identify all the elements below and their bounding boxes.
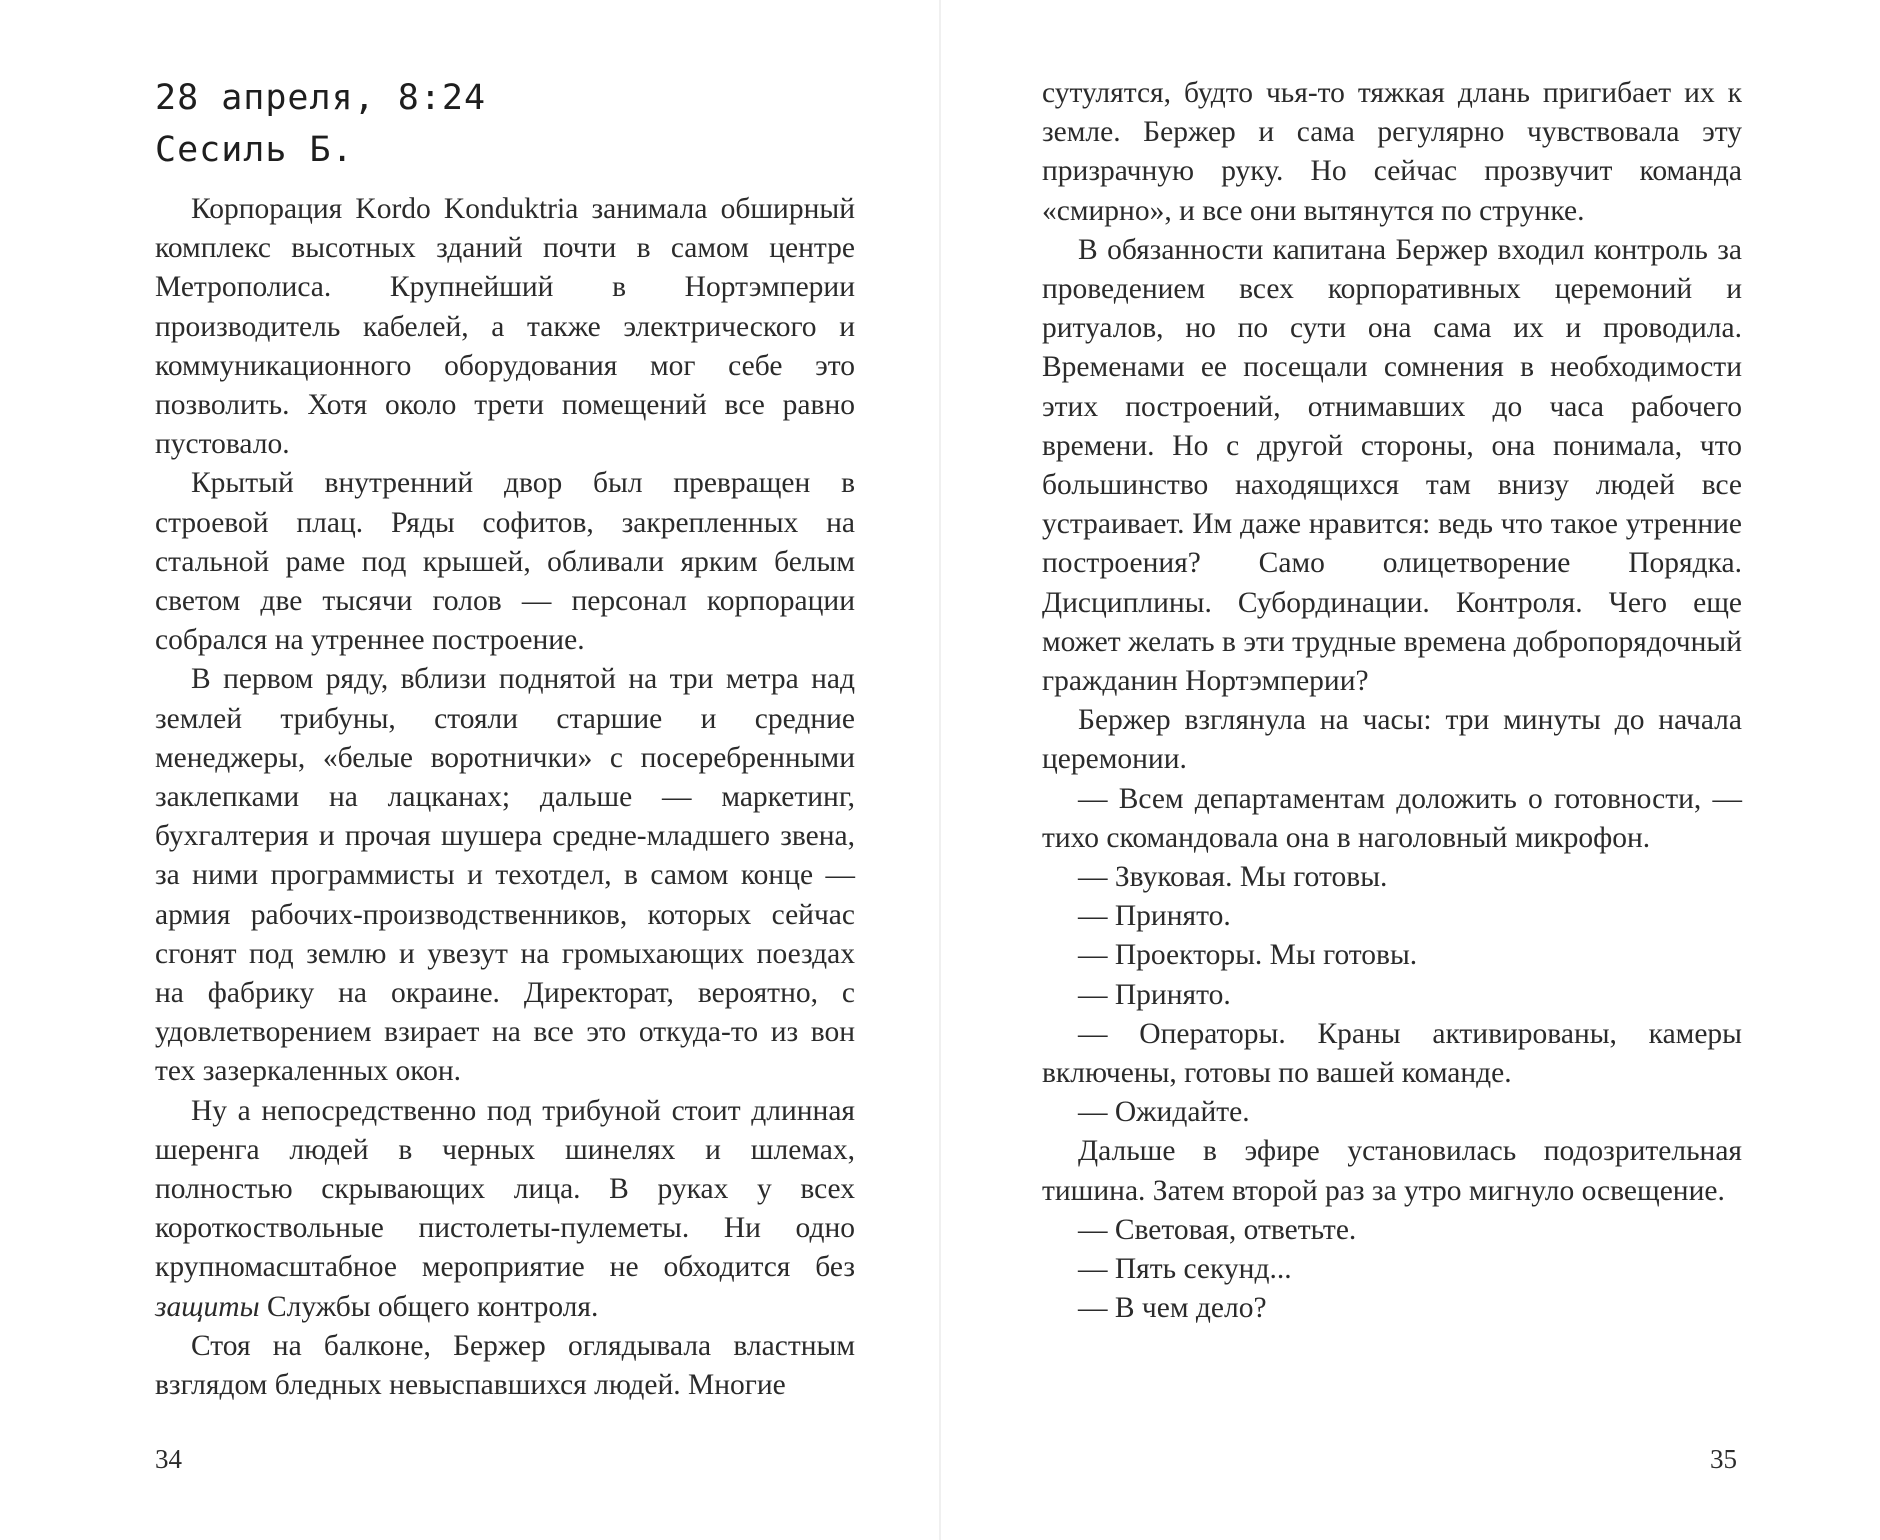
dialog-line: — Операторы. Краны активированы, камеры включены, готовы по вашей команде.	[1042, 1017, 1742, 1090]
heading-date-time: 28 апреля, 8:24	[155, 78, 487, 118]
dialog-line: — Принято.	[1078, 978, 1231, 1011]
dialog-line: — Ожидайте.	[1078, 1096, 1250, 1129]
paragraph: В обязанности капитана Бержер входил контроль за проведением всех корпоративных церемоний и ритуалов, но по сути она сама их и проводила. Временами ее посещали сомнения в необходимости этих построений, отнимавших до часа рабочего времени. Но с другой стороны, она понимала, что большинство находящихся там внизу людей все устраивает. Им даже нравится: ведь что такое утренние построения? Само олицетворение Порядка. Дисциплины. Субординации. Контроля. Чего еще может желать в эти трудные времена добропорядочный гражданин Нортэмперии?	[1042, 233, 1742, 698]
paragraph: Дальше в эфире установилась подозрительная тишина. Затем второй раз за утро мигнуло освещение.	[1042, 1135, 1742, 1207]
page-number: 34	[155, 1444, 182, 1474]
left-text-column	[155, 190, 855, 1405]
dialog-line: — В чем дело?	[1078, 1292, 1267, 1325]
paragraph-continuation: сутулятся, будто чья-то тяжкая длань пригибает их к земле. Бержер и сама регулярно чувствовала эту призрачную руку. Но сейчас прозвучит команда «смирно», и все они вытянутся по струнке.	[1042, 77, 1742, 227]
paragraph: Стоя на балконе, Бержер оглядывала властным взглядом бледных невыспавшихся людей. Многие	[155, 1329, 855, 1402]
dialog-line: — Всем департаментам доложить о готовности, — тихо скомандовала она в наголовный микрофон.	[1042, 782, 1742, 854]
dialog-line: — Проекторы. Мы готовы.	[1078, 939, 1418, 972]
chapter-heading	[155, 72, 855, 176]
paragraph	[155, 1092, 855, 1327]
paragraph: Бержер взглянула на часы: три минуты до начала церемонии.	[1042, 704, 1742, 776]
dialog-line: — Звуковая. Мы готовы.	[1078, 861, 1388, 894]
emphasis-text: защиты	[155, 1290, 260, 1323]
paragraph-text: Ну а непосредственно под трибуной стоит длинная шеренга людей в черных шинелях и шлемах, полностью скрывающих лица. В руках у всех короткоствольные пистолеты-пулеметы. Ни одно крупномасштабное мероприятие не обходится без	[155, 1094, 855, 1284]
dialog-line: — Пять секунд...	[1078, 1253, 1292, 1286]
paragraph: В первом ряду, вблизи поднятой на три метра над землей трибуны, стояли старшие и средние менеджеры, «белые воротнички» с посеребренными заклепками на лацканах; дальше — маркетинг, бухгалтерия и прочая шушера средне-младшего звена, за ними программисты и техотдел, в самом конце — армия рабочих-производственников, которых сейчас сгонят под землю и увезут на громыхающих поездах на фабрику на окраине. Директорат, вероятно, с удовлетворением взирает на все это откуда-то из вон тех зазеркаленных окон.	[155, 663, 855, 1088]
paragraph: Корпорация Kordo Konduktria занимала обширный комплекс высотных зданий почти в самом центре Метрополиса. Крупнейший в Нортэмперии производитель кабелей, а также электрического и коммуникационного оборудования мог себе это позволить. Хотя около трети помещений все равно пустовало.	[155, 193, 855, 461]
paragraph: Крытый внутренний двор был превращен в строевой плац. Ряды софитов, закрепленных на стальной раме под крышей, обливали ярким белым светом две тысячи голов — персонал корпорации собрался на утреннее построение.	[155, 467, 855, 657]
heading-character: Сесиль Б.	[155, 130, 354, 170]
paragraph-text: Службы общего контроля.	[259, 1290, 599, 1323]
dialog-line: — Принято.	[1078, 900, 1231, 933]
dialog-line: — Световая, ответьте.	[1078, 1213, 1357, 1246]
page-number: 35	[1710, 1444, 1737, 1474]
right-text-column	[1042, 74, 1742, 1329]
